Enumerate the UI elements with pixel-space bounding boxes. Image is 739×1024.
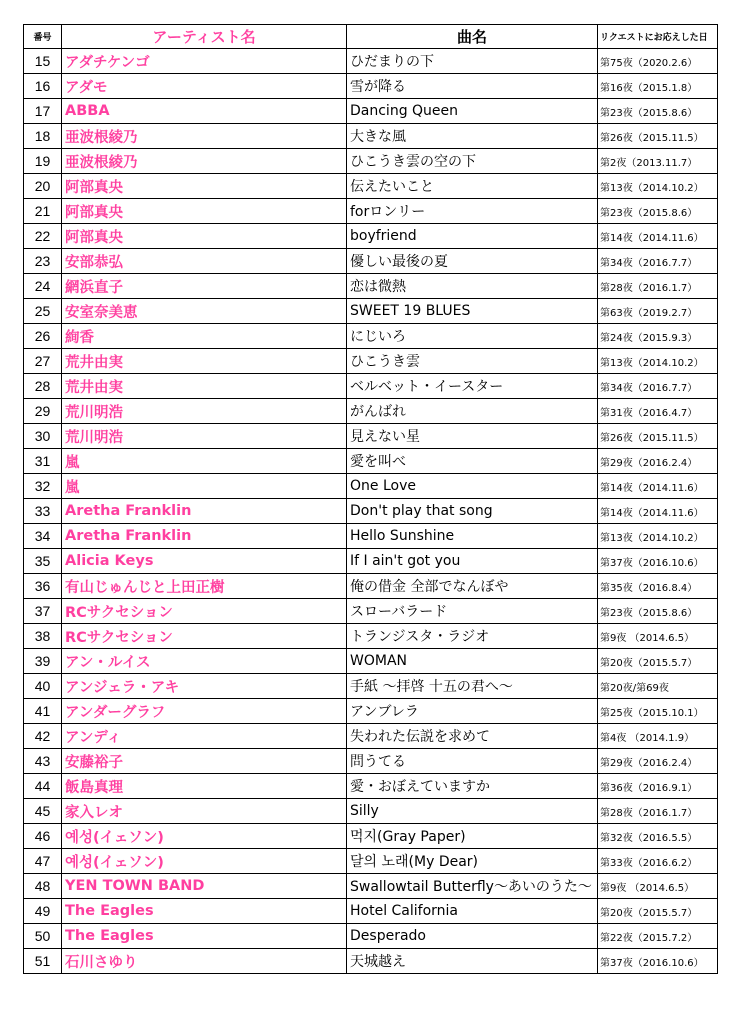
artist-name: RCサクセション bbox=[62, 599, 347, 624]
song-title: ひだまりの下 bbox=[347, 49, 598, 74]
request-date: 第14夜（2014.11.6） bbox=[598, 499, 718, 524]
row-number: 41 bbox=[24, 699, 62, 724]
song-title: Don't play that song bbox=[347, 499, 598, 524]
artist-name: 安室奈美恵 bbox=[62, 299, 347, 324]
request-date: 第34夜（2016.7.7） bbox=[598, 249, 718, 274]
song-title: Hello Sunshine bbox=[347, 524, 598, 549]
row-number: 36 bbox=[24, 574, 62, 599]
request-date: 第4夜 （2014.1.9） bbox=[598, 724, 718, 749]
artist-name: 絢香 bbox=[62, 324, 347, 349]
row-number: 42 bbox=[24, 724, 62, 749]
request-date: 第20夜（2015.5.7） bbox=[598, 899, 718, 924]
table-row bbox=[24, 949, 718, 974]
song-title: boyfriend bbox=[347, 224, 598, 249]
header-song: 曲名 bbox=[347, 25, 598, 49]
request-date: 第13夜（2014.10.2） bbox=[598, 349, 718, 374]
song-title: Hotel California bbox=[347, 899, 598, 924]
request-date: 第28夜（2016.1.7） bbox=[598, 274, 718, 299]
table-row bbox=[24, 924, 718, 949]
row-number: 27 bbox=[24, 349, 62, 374]
artist-name: 石川さゆり bbox=[62, 949, 347, 974]
row-number: 49 bbox=[24, 899, 62, 924]
table-row bbox=[24, 224, 718, 249]
request-date: 第2夜（2013.11.7） bbox=[598, 149, 718, 174]
song-title: ひこうき雲 bbox=[347, 349, 598, 374]
table-row bbox=[24, 374, 718, 399]
artist-name: RCサクセション bbox=[62, 624, 347, 649]
request-date: 第28夜（2016.1.7） bbox=[598, 799, 718, 824]
table-row bbox=[24, 574, 718, 599]
artist-name: 家入レオ bbox=[62, 799, 347, 824]
row-number: 25 bbox=[24, 299, 62, 324]
artist-name: アダチケンゴ bbox=[62, 49, 347, 74]
table-row bbox=[24, 74, 718, 99]
request-date: 第14夜（2014.11.6） bbox=[598, 224, 718, 249]
request-date: 第23夜（2015.8.6） bbox=[598, 99, 718, 124]
row-number: 17 bbox=[24, 99, 62, 124]
request-date: 第13夜（2014.10.2） bbox=[598, 174, 718, 199]
artist-name: アンダーグラフ bbox=[62, 699, 347, 724]
artist-name: 有山じゅんじと上田正樹 bbox=[62, 574, 347, 599]
artist-name: 阿部真央 bbox=[62, 174, 347, 199]
request-date: 第9夜 （2014.6.5） bbox=[598, 874, 718, 899]
song-title: 手紙 ～拝啓 十五の君へ～ bbox=[347, 674, 598, 699]
artist-name: 嵐 bbox=[62, 449, 347, 474]
song-title: forロンリー bbox=[347, 199, 598, 224]
song-title: にじいろ bbox=[347, 324, 598, 349]
request-date: 第37夜（2016.10.6） bbox=[598, 549, 718, 574]
row-number: 15 bbox=[24, 49, 62, 74]
artist-name: Aretha Franklin bbox=[62, 524, 347, 549]
request-date: 第25夜（2015.10.1） bbox=[598, 699, 718, 724]
table-row bbox=[24, 399, 718, 424]
table-row bbox=[24, 774, 718, 799]
request-date: 第36夜（2016.9.1） bbox=[598, 774, 718, 799]
song-title: ひこうき雲の空の下 bbox=[347, 149, 598, 174]
row-number: 48 bbox=[24, 874, 62, 899]
table-row bbox=[24, 849, 718, 874]
artist-name: 阿部真央 bbox=[62, 224, 347, 249]
song-title: Desperado bbox=[347, 924, 598, 949]
song-title: 雪が降る bbox=[347, 74, 598, 99]
row-number: 26 bbox=[24, 324, 62, 349]
song-title: トランジスタ・ラジオ bbox=[347, 624, 598, 649]
song-title: One Love bbox=[347, 474, 598, 499]
artist-name: 嵐 bbox=[62, 474, 347, 499]
artist-name: 阿部真央 bbox=[62, 199, 347, 224]
request-date: 第14夜（2014.11.6） bbox=[598, 474, 718, 499]
request-date: 第26夜（2015.11.5） bbox=[598, 124, 718, 149]
song-title: 問うてる bbox=[347, 749, 598, 774]
request-date: 第9夜 （2014.6.5） bbox=[598, 624, 718, 649]
row-number: 23 bbox=[24, 249, 62, 274]
request-date: 第31夜（2016.4.7） bbox=[598, 399, 718, 424]
request-date: 第33夜（2016.6.2） bbox=[598, 849, 718, 874]
table-row bbox=[24, 499, 718, 524]
artist-name: 荒川明浩 bbox=[62, 399, 347, 424]
header-artist: アーティスト名 bbox=[62, 25, 347, 49]
request-date: 第24夜（2015.9.3） bbox=[598, 324, 718, 349]
table-row bbox=[24, 549, 718, 574]
artist-name: 亜波根綾乃 bbox=[62, 149, 347, 174]
song-title: 愛・おぼえていますか bbox=[347, 774, 598, 799]
artist-name: 網浜直子 bbox=[62, 274, 347, 299]
song-title: がんばれ bbox=[347, 399, 598, 424]
header-request-date: リクエストにお応えした日 bbox=[598, 25, 718, 49]
row-number: 30 bbox=[24, 424, 62, 449]
request-date: 第20夜/第69夜 bbox=[598, 674, 718, 699]
row-number: 29 bbox=[24, 399, 62, 424]
song-title: 天城越え bbox=[347, 949, 598, 974]
artist-name: アン・ルイス bbox=[62, 649, 347, 674]
song-title: 伝えたいこと bbox=[347, 174, 598, 199]
row-number: 45 bbox=[24, 799, 62, 824]
row-number: 32 bbox=[24, 474, 62, 499]
request-date: 第13夜（2014.10.2） bbox=[598, 524, 718, 549]
row-number: 24 bbox=[24, 274, 62, 299]
row-number: 46 bbox=[24, 824, 62, 849]
request-date: 第23夜（2015.8.6） bbox=[598, 599, 718, 624]
artist-name: アンディ bbox=[62, 724, 347, 749]
row-number: 47 bbox=[24, 849, 62, 874]
request-date: 第75夜（2020.2.6） bbox=[598, 49, 718, 74]
request-date: 第37夜（2016.10.6） bbox=[598, 949, 718, 974]
request-date: 第29夜（2016.2.4） bbox=[598, 449, 718, 474]
request-date: 第35夜（2016.8.4） bbox=[598, 574, 718, 599]
artist-name: 荒井由実 bbox=[62, 374, 347, 399]
artist-name: アダモ bbox=[62, 74, 347, 99]
table-row bbox=[24, 699, 718, 724]
song-title: 愛を叫べ bbox=[347, 449, 598, 474]
table-row bbox=[24, 624, 718, 649]
row-number: 39 bbox=[24, 649, 62, 674]
song-title: 優しい最後の夏 bbox=[347, 249, 598, 274]
row-number: 21 bbox=[24, 199, 62, 224]
table-row bbox=[24, 899, 718, 924]
request-date: 第29夜（2016.2.4） bbox=[598, 749, 718, 774]
table-row bbox=[24, 799, 718, 824]
artist-name: YEN TOWN BAND bbox=[62, 874, 347, 899]
request-date: 第26夜（2015.11.5） bbox=[598, 424, 718, 449]
song-title: 見えない星 bbox=[347, 424, 598, 449]
table-row bbox=[24, 599, 718, 624]
song-title: ベルベット・イースター bbox=[347, 374, 598, 399]
artist-name: 安藤裕子 bbox=[62, 749, 347, 774]
request-table bbox=[23, 24, 718, 974]
artist-name: 예성(イェソン) bbox=[62, 849, 347, 874]
table-row bbox=[24, 274, 718, 299]
table-row bbox=[24, 174, 718, 199]
table-row bbox=[24, 474, 718, 499]
artist-name: The Eagles bbox=[62, 924, 347, 949]
song-title: 달의 노래(My Dear) bbox=[347, 849, 598, 874]
request-table-sheet bbox=[23, 24, 717, 974]
table-row bbox=[24, 449, 718, 474]
song-title: SWEET 19 BLUES bbox=[347, 299, 598, 324]
request-date: 第32夜（2016.5.5） bbox=[598, 824, 718, 849]
request-date: 第63夜（2019.2.7） bbox=[598, 299, 718, 324]
table-row bbox=[24, 124, 718, 149]
row-number: 31 bbox=[24, 449, 62, 474]
request-date: 第23夜（2015.8.6） bbox=[598, 199, 718, 224]
artist-name: 荒川明浩 bbox=[62, 424, 347, 449]
artist-name: 亜波根綾乃 bbox=[62, 124, 347, 149]
table-row bbox=[24, 99, 718, 124]
row-number: 35 bbox=[24, 549, 62, 574]
table-row bbox=[24, 199, 718, 224]
artist-name: 예성(イェソン) bbox=[62, 824, 347, 849]
song-title: 恋は微熱 bbox=[347, 274, 598, 299]
row-number: 51 bbox=[24, 949, 62, 974]
row-number: 18 bbox=[24, 124, 62, 149]
artist-name: 荒井由実 bbox=[62, 349, 347, 374]
artist-name: 飯島真理 bbox=[62, 774, 347, 799]
song-title: WOMAN bbox=[347, 649, 598, 674]
row-number: 44 bbox=[24, 774, 62, 799]
row-number: 33 bbox=[24, 499, 62, 524]
table-row bbox=[24, 424, 718, 449]
row-number: 22 bbox=[24, 224, 62, 249]
request-date: 第34夜（2016.7.7） bbox=[598, 374, 718, 399]
song-title: Dancing Queen bbox=[347, 99, 598, 124]
header-row bbox=[24, 25, 718, 49]
song-title: Silly bbox=[347, 799, 598, 824]
table-row bbox=[24, 299, 718, 324]
table-row bbox=[24, 149, 718, 174]
table-row bbox=[24, 349, 718, 374]
row-number: 40 bbox=[24, 674, 62, 699]
request-date: 第16夜（2015.1.8） bbox=[598, 74, 718, 99]
table-row bbox=[24, 674, 718, 699]
song-title: 失われた伝説を求めて bbox=[347, 724, 598, 749]
artist-name: アンジェラ・アキ bbox=[62, 674, 347, 699]
artist-name: Aretha Franklin bbox=[62, 499, 347, 524]
table-row bbox=[24, 749, 718, 774]
row-number: 28 bbox=[24, 374, 62, 399]
artist-name: Alicia Keys bbox=[62, 549, 347, 574]
row-number: 34 bbox=[24, 524, 62, 549]
row-number: 19 bbox=[24, 149, 62, 174]
table-row bbox=[24, 524, 718, 549]
song-title: 俺の借金 全部でなんぼや bbox=[347, 574, 598, 599]
request-date: 第20夜（2015.5.7） bbox=[598, 649, 718, 674]
row-number: 50 bbox=[24, 924, 62, 949]
table-row bbox=[24, 649, 718, 674]
song-title: 먹지(Gray Paper) bbox=[347, 824, 598, 849]
row-number: 20 bbox=[24, 174, 62, 199]
row-number: 38 bbox=[24, 624, 62, 649]
request-date: 第22夜（2015.7.2） bbox=[598, 924, 718, 949]
table-row bbox=[24, 49, 718, 74]
table-row bbox=[24, 874, 718, 899]
artist-name: ABBA bbox=[62, 99, 347, 124]
song-title: Swallowtail Butterfly～あいのうた～ bbox=[347, 874, 598, 899]
song-title: スローバラード bbox=[347, 599, 598, 624]
song-title: 大きな風 bbox=[347, 124, 598, 149]
song-title: If I ain't got you bbox=[347, 549, 598, 574]
row-number: 16 bbox=[24, 74, 62, 99]
header-number: 番号 bbox=[24, 25, 62, 49]
table-row bbox=[24, 324, 718, 349]
song-title: アンブレラ bbox=[347, 699, 598, 724]
table-row bbox=[24, 249, 718, 274]
artist-name: The Eagles bbox=[62, 899, 347, 924]
table-row bbox=[24, 724, 718, 749]
row-number: 43 bbox=[24, 749, 62, 774]
artist-name: 安部恭弘 bbox=[62, 249, 347, 274]
row-number: 37 bbox=[24, 599, 62, 624]
table-row bbox=[24, 824, 718, 849]
